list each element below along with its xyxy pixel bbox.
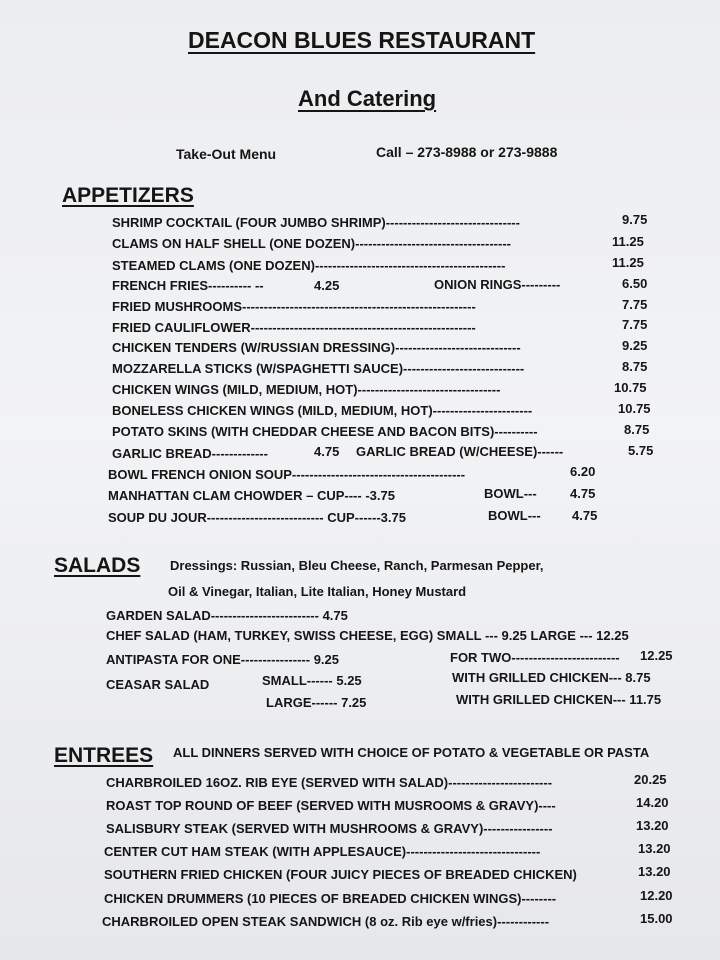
menu-price: 20.25 xyxy=(634,772,667,787)
menu-price: 10.75 xyxy=(614,380,647,395)
menu-price: 11.25 xyxy=(612,234,644,249)
menu-price: 6.50 xyxy=(622,276,648,291)
menu-price: 10.75 xyxy=(618,401,651,416)
menu-item: FOR TWO------------------------- xyxy=(450,650,620,665)
menu-price: 11.25 xyxy=(612,255,644,270)
phone-numbers: Call – 273-8988 or 273-9888 xyxy=(376,144,558,160)
appetizers-heading: APPETIZERS xyxy=(62,184,194,207)
menu-item: ANTIPASTA FOR ONE---------------- 9.25 xyxy=(106,652,339,667)
menu-price: 12.25 xyxy=(640,648,673,663)
menu-item: SOUTHERN FRIED CHICKEN (FOUR JUICY PIECES OF BREADED CHICKEN) xyxy=(104,867,577,882)
menu-item: CHICKEN TENDERS (W/RUSSIAN DRESSING)----------------------------- xyxy=(112,340,521,355)
menu-price: 8.75 xyxy=(624,422,650,437)
menu-price: 4.75 xyxy=(314,444,340,459)
menu-item: STEAMED CLAMS (ONE DOZEN)-------------------------------------------- xyxy=(112,258,506,273)
entrees-note: ALL DINNERS SERVED WITH CHOICE OF POTATO & VEGETABLE OR PASTA xyxy=(173,745,650,760)
menu-item: SHRIMP COCKTAIL (FOUR JUMBO SHRIMP)------------------------------- xyxy=(112,215,520,230)
menu-item: CENTER CUT HAM STEAK (WITH APPLESAUCE)------------------------------- xyxy=(104,844,541,859)
menu-item: GARLIC BREAD (W/CHEESE)------ xyxy=(356,444,564,459)
menu-price: 14.20 xyxy=(636,795,669,810)
menu-item: WITH GRILLED CHICKEN--- 8.75 xyxy=(452,670,651,685)
menu-price: 4.25 xyxy=(314,278,340,293)
menu-item: SALISBURY STEAK (SERVED WITH MUSHROOMS & GRAVY)---------------- xyxy=(106,821,553,836)
menu-item: MOZZARELLA STICKS (W/SPAGHETTI SAUCE)---------------------------- xyxy=(112,361,525,376)
salads-heading: SALADS xyxy=(54,554,141,577)
menu-item: FRIED MUSHROOMS------------------------------------------------------ xyxy=(112,299,476,314)
restaurant-subtitle: And Catering xyxy=(298,86,437,111)
menu-price: 9.25 xyxy=(622,338,648,353)
menu-item: CHICKEN DRUMMERS (10 PIECES OF BREADED CHICKEN WINGS)-------- xyxy=(104,891,557,906)
menu-item: MANHATTAN CLAM CHOWDER – CUP---- -3.75 xyxy=(108,488,395,503)
menu-item: CHICKEN WINGS (MILD, MEDIUM, HOT)--------------------------------- xyxy=(112,382,501,397)
menu-item: ONION RINGS--------- xyxy=(434,277,561,292)
menu-price: 13.20 xyxy=(638,841,671,856)
menu-item: SMALL------ 5.25 xyxy=(262,673,362,688)
menu-item: GARDEN SALAD------------------------- 4.75 xyxy=(106,608,348,623)
menu-price: 15.00 xyxy=(640,911,673,926)
menu-price: 4.75 xyxy=(572,508,598,523)
menu-item: GARLIC BREAD------------- xyxy=(112,446,268,461)
menu-item: ROAST TOP ROUND OF BEEF (SERVED WITH MUSROOMS & GRAVY)---- xyxy=(106,798,556,813)
menu-item: WITH GRILLED CHICKEN--- 11.75 xyxy=(456,692,662,707)
menu-item: BOWL FRENCH ONION SOUP---------------------------------------- xyxy=(108,467,466,482)
menu-item: CLAMS ON HALF SHELL (ONE DOZEN)------------------------------------ xyxy=(112,236,511,251)
menu-item: FRIED CAULIFLOWER---------------------------------------------------- xyxy=(112,320,476,335)
menu-item: CHEF SALAD (HAM, TURKEY, SWISS CHEESE, EGG) SMALL --- 9.25 LARGE --- 12.25 xyxy=(106,628,629,643)
menu-price: 9.75 xyxy=(622,212,648,227)
entrees-heading: ENTREES xyxy=(54,744,154,767)
menu-item: CHARBROILED OPEN STEAK SANDWICH (8 oz. Rib eye w/fries)------------ xyxy=(102,914,550,929)
menu-price: 5.75 xyxy=(628,443,654,458)
menu-price: 6.20 xyxy=(570,464,596,479)
menu-price: 7.75 xyxy=(622,297,648,312)
dressings-line-1: Dressings: Russian, Bleu Cheese, Ranch, Parmesan Pepper, xyxy=(170,558,544,573)
menu-item: CHARBROILED 16OZ. RIB EYE (SERVED WITH SALAD)------------------------ xyxy=(106,775,553,790)
restaurant-title: DEACON BLUES RESTAURANT xyxy=(188,27,536,53)
menu-price: 12.20 xyxy=(640,888,673,903)
menu-item: FRENCH FRIES---------- -- xyxy=(112,278,264,293)
menu-item: BOWL--- xyxy=(484,486,537,501)
menu-price: 8.75 xyxy=(622,359,648,374)
menu-price: 13.20 xyxy=(638,864,671,879)
menu-price: 4.75 xyxy=(570,486,596,501)
takeout-label: Take-Out Menu xyxy=(176,146,277,162)
menu-item: LARGE------ 7.25 xyxy=(266,695,367,710)
menu-item: BONELESS CHICKEN WINGS (MILD, MEDIUM, HOT)----------------------- xyxy=(112,403,533,418)
menu-item: POTATO SKINS (WITH CHEDDAR CHEESE AND BACON BITS)---------- xyxy=(112,424,538,439)
menu-item: CEASAR SALAD xyxy=(106,677,210,692)
menu-item: BOWL--- xyxy=(488,508,541,523)
menu-price: 7.75 xyxy=(622,317,648,332)
dressings-line-2: Oil & Vinegar, Italian, Lite Italian, Honey Mustard xyxy=(168,584,467,599)
menu-price: 13.20 xyxy=(636,818,669,833)
menu-item: SOUP DU JOUR--------------------------- CUP------3.75 xyxy=(108,510,406,525)
